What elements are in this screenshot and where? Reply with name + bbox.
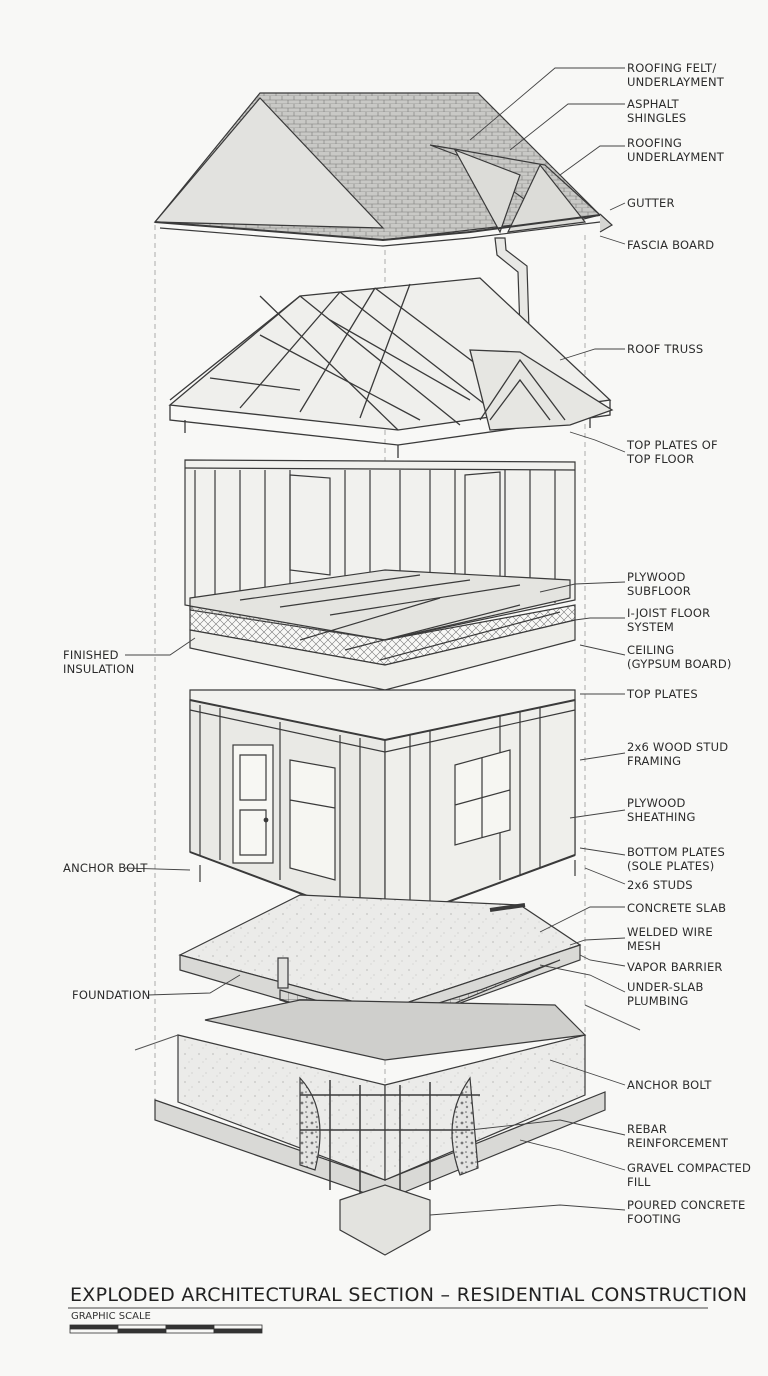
- label-foundation: FOUNDATION: [72, 988, 151, 1002]
- label-welded-wire-mesh: WELDED WIRE MESH: [627, 925, 713, 953]
- label-gutter: GUTTER: [627, 196, 675, 210]
- label-poured-concrete-footing: POURED CONCRETE FOOTING: [627, 1198, 746, 1226]
- label-bottom-plates: BOTTOM PLATES (SOLE PLATES): [627, 845, 725, 873]
- ground-line-right: [585, 1005, 640, 1030]
- label-fascia-board: FASCIA BOARD: [627, 238, 715, 252]
- graphic-scale-label: GRAPHIC SCALE: [71, 1311, 151, 1322]
- label-asphalt-shingles: ASPHALT SHINGLES: [627, 97, 687, 125]
- drawing-title: EXPLODED ARCHITECTURAL SECTION – RESIDENTIAL CONSTRUCTION: [70, 1284, 748, 1306]
- upper-floor-walls: [185, 460, 575, 640]
- label-ijoist-floor-system: I-JOIST FLOOR SYSTEM: [627, 606, 711, 634]
- label-anchor-bolt-left: ANCHOR BOLT: [63, 861, 148, 875]
- label-wood-stud-framing: 2x6 WOOD STUD FRAMING: [627, 740, 729, 768]
- label-finished-insulation: FINISHED INSULATION: [63, 648, 135, 676]
- roof-truss-layer: [170, 278, 612, 458]
- label-ceiling: CEILING (GYPSUM BOARD): [627, 643, 732, 671]
- label-under-slab-plumbing: UNDER-SLAB PLUMBING: [627, 980, 704, 1008]
- graphic-scale-bar: [70, 1325, 262, 1333]
- label-top-plates-top-floor: TOP PLATES OF TOP FLOOR: [627, 438, 718, 466]
- label-vapor-barrier: VAPOR BARRIER: [627, 960, 723, 974]
- label-roofing-felt: ROOFING FELT/ UNDERLAYMENT: [627, 61, 725, 89]
- label-roofing-underlayment: ROOFING UNDERLAYMENT: [627, 136, 725, 164]
- label-gravel-compacted-fill: GRAVEL COMPACTED FILL: [627, 1161, 752, 1189]
- label-plywood-subfloor: PLYWOOD SUBFLOOR: [627, 570, 691, 598]
- label-2x6-studs: 2x6 STUDS: [627, 878, 693, 892]
- label-roof-truss: ROOF TRUSS: [627, 342, 704, 356]
- label-top-plates: TOP PLATES: [627, 687, 698, 701]
- roof-shingles: [155, 93, 612, 246]
- label-rebar-reinforcement: REBAR REINFORCEMENT: [627, 1122, 729, 1150]
- label-anchor-bolt-right: ANCHOR BOLT: [627, 1078, 712, 1092]
- label-concrete-slab: CONCRETE SLAB: [627, 901, 727, 915]
- ground-line-left: [135, 1035, 178, 1050]
- label-plywood-sheathing: PLYWOOD SHEATHING: [627, 796, 696, 824]
- foundation: [155, 1000, 605, 1255]
